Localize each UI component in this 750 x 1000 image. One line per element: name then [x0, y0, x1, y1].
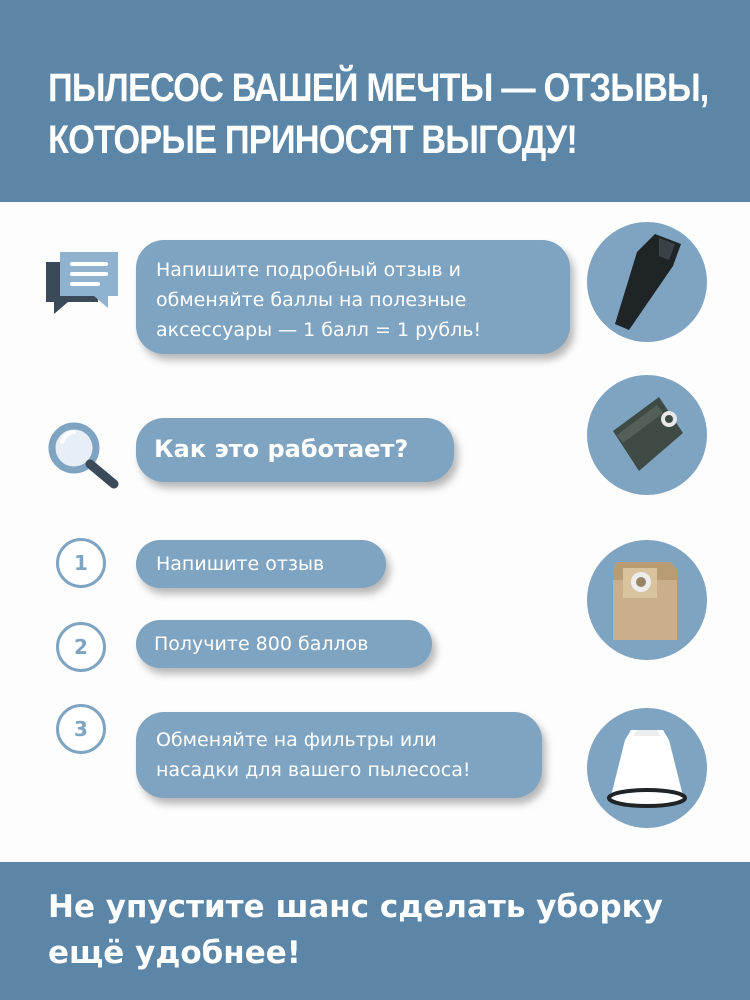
intro-line-2: обменяйте баллы на полезные [156, 289, 467, 311]
footer-banner [0, 862, 750, 1000]
magnifier-icon [44, 418, 124, 492]
footer-line-1: Не упустите шанс сделать уборку [48, 889, 663, 925]
page-title-line-2: КОТОРЫЕ ПРИНОСЯТ ВЫГОДУ! [48, 118, 577, 162]
intro-pill [136, 240, 570, 354]
footer-line-2: ещё удобнее! [48, 935, 301, 971]
page-title [48, 62, 709, 166]
cloth-filter-bag-icon [587, 375, 707, 495]
header-banner [0, 0, 750, 202]
step-3-line-1: Обменяйте на фильтры или [156, 729, 437, 751]
step-3-number: 3 [56, 704, 106, 754]
intro-line-1: Напишите подробный отзыв и [156, 259, 462, 281]
step-2-pill [136, 620, 432, 668]
how-it-works-label: Как это работает? [154, 435, 409, 463]
step-1-number: 1 [56, 538, 106, 588]
step-2-label: Получите 800 баллов [154, 633, 369, 655]
footer-text [48, 884, 728, 976]
step-3-pill [136, 712, 542, 798]
cone-filter-icon [587, 708, 707, 828]
paper-dust-bag-icon [587, 540, 707, 660]
intro-line-3: аксессуары — 1 балл = 1 рубль! [156, 319, 482, 341]
step-3-line-2: насадки для вашего пылесоса! [156, 759, 471, 781]
step-1-label: Напишите отзыв [156, 553, 325, 575]
page-title-line-1: ПЫЛЕСОС ВАШЕЙ МЕЧТЫ — ОТЗЫВЫ, [48, 66, 709, 110]
chat-icon [42, 248, 122, 314]
how-it-works-pill [136, 418, 454, 482]
crevice-nozzle-icon [587, 222, 707, 342]
step-2-number: 2 [56, 622, 106, 672]
step-1-pill [136, 540, 386, 588]
